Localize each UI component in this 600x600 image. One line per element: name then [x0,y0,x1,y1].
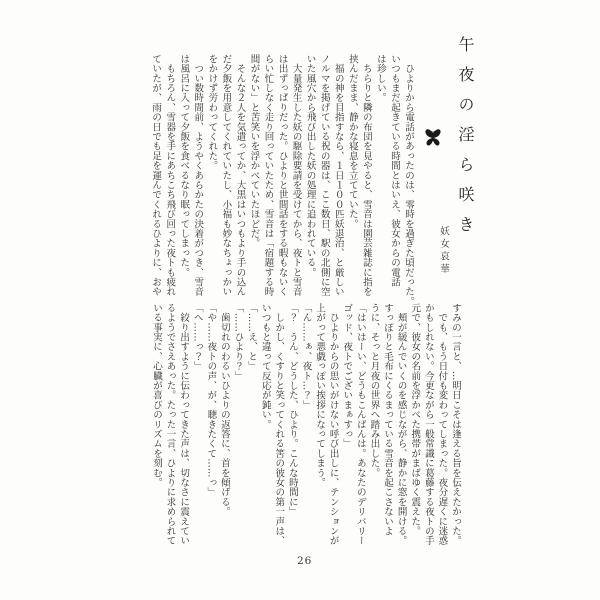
text-line: すっぽりと毛布にくるまっている雪音を起こさないよ [382,303,394,536]
text-line: いた風穴から飛び出した妖の処理に追われている。 [304,54,316,278]
text-line: ひよりから電話があったのは、零時を過ぎた頃だった。 [403,54,414,307]
page-number: 26 [297,555,313,567]
text-line: かもしれない。今更ながら一般常識に葛藤する夜トの手 [422,303,434,546]
butterfly-icon [424,127,442,149]
text-line: 上がって悪戯っぽい挨拶になってしまう。 [314,303,326,488]
text-line: つい数時間前、ようやくあらかたの決着がつき、雪音 [192,54,204,297]
text-line: いる事実に、心臓が喜びのリズムを刻む。 [150,303,162,488]
text-line: 絞り出すように伝わってきた声は、切なさに震えてい [178,303,190,546]
text-line: すみの一言と、…明日こそは逢える旨を伝えたかった。 [450,303,461,546]
page-title: 午夜の淫ら咲き [456,36,475,246]
text-line: ひよりからの思いがけない呼び出しに、テンションが [327,303,339,546]
text-line: しかし、くすりと笑ってくれる筈の彼女の第一声は、 [273,303,285,546]
text-line: らい忙しなく走り回っていたため、雪音は「宿題する時 [262,54,274,297]
text-line: 間がない」と苦笑いを浮かべていたほどだ。 [248,54,260,248]
text-line: 「へ……っ？」 [191,303,203,371]
text-line: は風呂に入って夕飯を食べるなり眠ってしまった。 [178,54,190,278]
text-line: ちらりと隣の布団を見やると、雪音は園芸雑誌に指を [360,54,372,297]
text-line: うに、そっと月夜の世界へ踏み出した。 [368,303,380,478]
text-line: 「？ うん、どうした、ひより。こんな時間に」 [286,303,298,517]
text-line: いつもまだ起きている時間とはいえ、彼女からの電話 [388,54,400,287]
text-line: 歯切れのわるいひよりの返答に、首を傾げる。 [218,303,230,517]
text-line: 頬が緩んでいくのを感じながら、静かに窓を開ける。 [395,303,407,546]
author-name: 妖女哀華 [438,226,449,276]
text-line: 「……ひより？」 [232,303,244,381]
text-line: 挟んだまま、静かな寝息を立てていた。 [346,54,358,229]
text-line: をかけず労わってくれた。 [206,54,218,171]
text-line: いつもと違って反応が鈍い。 [259,303,271,430]
text-line: るようでさえあった。たった一言、ひよりに求められて [164,303,176,546]
text-line: ていたが、雨の日でも足を運んでくれるひよりに、おや [150,54,162,297]
text-line: 「……え、と」 [246,303,258,371]
text-line: もちろん、雪器を手にあちこち飛び回った夜トも疲れ [164,54,176,297]
text-line: は珍しい。 [374,54,386,103]
text-line: でも、もう日付も変わってしまった。夜分遅くに迷惑 [436,303,448,546]
text-line: 大量発生した妖の駆除要請を受けてから、夜トと雪音 [290,54,302,297]
text-line: ゴッド、夜トでございまぁすっ」 [341,303,353,449]
text-block-top [148,54,415,307]
text-line: 元で、彼女の名前を浮かべた携帯がまばゆく震えた。 [409,303,421,536]
text-line: そんな２人を気遣ってか、大黒はいつもより手の込ん [234,54,246,297]
text-line: 「や……夜トの声、が、聴きたくて……っ」 [205,303,217,497]
text-line: 福の神を目指すなら、１日１００匹妖退治、と厳しい [332,54,344,297]
text-block-bottom [149,303,462,546]
text-line: 「ん……ぁ、夜ト…？」 [300,303,312,410]
text-line: は出ずっぱりだった。ひよりと世間話をする暇もないく [276,54,288,297]
text-line: だ夕飯を用意してくれていたし、小福も妙なちょっかい [220,54,232,297]
text-line: ノルマを掲げている祝の器は、ここ数日、駅の北側に空 [318,54,330,297]
text-line: 「はいはーい、どうもこんばんは。あなたのデリバリー [354,303,366,546]
